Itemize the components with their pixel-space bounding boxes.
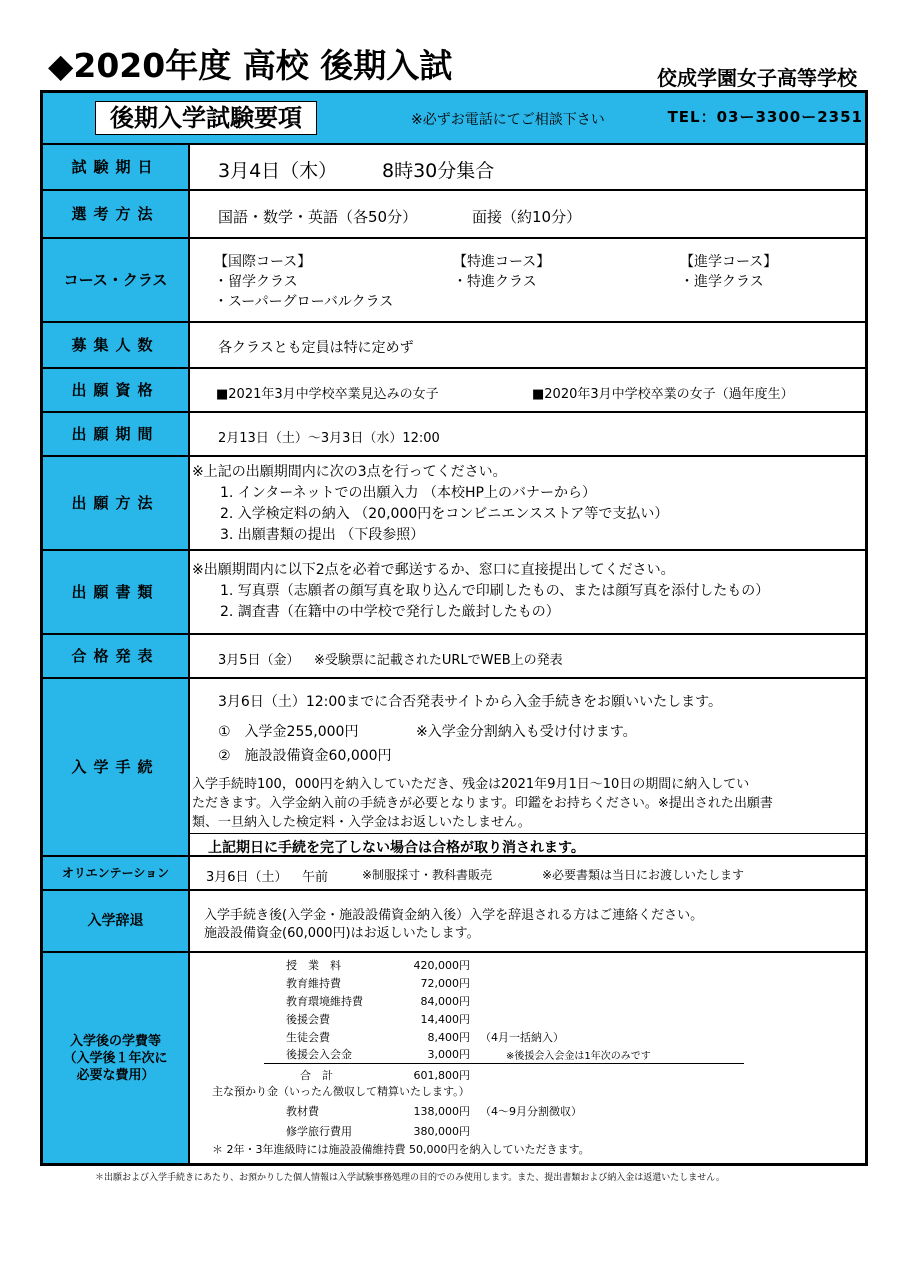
row-withdrawal (43, 891, 865, 953)
row-exam-date (43, 145, 865, 191)
enrollment-warning: 上記期日に手続を完了しない場合は合格が取り消されます。 (208, 840, 585, 856)
course-tokushin-title: 【特進コース】 (453, 254, 551, 270)
fee-note: ※後援会入会金は1年次のみです (506, 1051, 651, 1062)
document-1: 1. 写真票（志願者の顔写真を取り込んで印刷したもの、または顔写真を添付したもの） (220, 583, 770, 599)
label-eligibility (43, 369, 190, 411)
label-enrollment (43, 679, 190, 855)
orientation-date: 3月6日（土） (206, 870, 288, 885)
application-step-2: 2. 入学検定料の納入 （20,000円をコンビニエンスストア等で支払い） (220, 506, 669, 522)
fee-amount: 84,000円 (420, 995, 470, 1008)
label-course (43, 239, 190, 321)
label-fees (43, 953, 190, 1163)
enrollment-item-1: ① 入学金255,000円 (218, 724, 359, 740)
fee-amount: 14,400円 (420, 1013, 470, 1026)
orientation-note-1: ※制服採寸・教科書販売 (362, 868, 493, 882)
deposit-amount: 380,000円 (413, 1125, 470, 1138)
deposit-amount: 138,000円 (413, 1105, 470, 1118)
documents-intro: ※出願期間内に以下2点を必着で郵送するか、窓口に直接提出してください。 (192, 562, 675, 578)
label-exam-date (43, 145, 190, 189)
row-application-method (43, 457, 865, 551)
withdrawal-line-2: 施設設備資金(60,000円)はお返しいたします。 (204, 926, 480, 941)
fee-note: （4月一括納入） (480, 1031, 564, 1044)
method-interview: 面接（約10分） (472, 208, 582, 226)
label-period (43, 413, 190, 455)
footer-note: ＊出願および入学手続きにあたり、お預かりした個人情報は入学試験事務処理の目的でのみ使用します。また、提出書類および納入金は返還いたしません。 (95, 1173, 725, 1183)
label-text: 試験期日 (71, 157, 160, 176)
result-text: ※受験票に記載されたURLでWEB上の発表 (314, 653, 563, 668)
label-text: 合格発表 (71, 646, 160, 665)
withdrawal-line-1: 入学手続き後(入学金・施設設備資金納入後）入学を辞退される方はご連絡ください。 (204, 908, 704, 923)
course-tokushin-class: ・特進クラス (453, 274, 537, 290)
enrollment-para-2: ただきます。入学金納入前の手続きが必要となります。印鑑をお持ちください。※提出された出願書 (192, 796, 773, 811)
course-shingaku-class: ・進学クラス (680, 274, 764, 290)
label-capacity (43, 323, 190, 367)
label-result (43, 635, 190, 677)
course-kokusai-title: 【国際コース】 (214, 254, 312, 270)
deposit-note: （4～9月分割徴収） (480, 1105, 582, 1118)
deposit-heading: 主な預かり金（いったん徴収して精算いたします。） (212, 1085, 470, 1098)
label-application-method (43, 457, 190, 549)
result-date: 3月5日（金） (218, 653, 300, 668)
capacity-text: 各クラスとも定員は特に定めず (218, 340, 414, 356)
exam-date: 3月4日（木） (218, 160, 338, 182)
label-text: 選考方法 (71, 204, 160, 223)
fee-name: 教育維持費 (286, 977, 341, 990)
row-capacity (43, 323, 865, 369)
row-documents (43, 551, 865, 635)
label-text: 出願書類 (71, 582, 160, 601)
fee-name: 後援会入会金 (286, 1048, 352, 1061)
orientation-note-2: ※必要書類は当日にお渡しいたします (542, 868, 745, 882)
orientation-time: 午前 (302, 870, 329, 885)
enrollment-item-2: ② 施設設備資金60,000円 (218, 748, 392, 764)
page-title: ◆2020年度 高校 後期入試 (48, 46, 453, 85)
fee-amount: 420,000円 (413, 959, 470, 972)
course-kokusai-class-2: ・スーパーグローバルクラス (214, 294, 394, 310)
application-step-3: 3. 出願書類の提出 （下段参照） (220, 527, 425, 543)
row-period (43, 413, 865, 457)
enrollment-para-1: 入学手続時100，000円を納入していただき、残金は2021年9月1日～10日の期間に納入してい (192, 777, 750, 792)
application-step-1: 1. インターネットでの出願入力 （本校HP上のバナーから） (220, 485, 596, 501)
fees-label-line-1: 入学後の学費等 (69, 1033, 161, 1049)
label-orientation (43, 857, 190, 889)
label-text: 出願方法 (71, 493, 160, 512)
label-text: コース・クラス (63, 270, 168, 289)
phone-number: TEL：03ー3300ー2351 (667, 108, 863, 126)
label-text: 入学辞退 (87, 912, 144, 929)
course-kokusai-class-1: ・留学クラス (214, 274, 298, 290)
fees-label-line-3: 必要な費用） (76, 1067, 155, 1083)
eligibility-item-2: ■2020年3月中学校卒業の女子（過年度生） (532, 387, 794, 402)
fees-footnote: ＊ 2年・3年進級時には施設設備維持費 50,000円を納入していただきます。 (212, 1143, 590, 1156)
label-text: 入学手続 (71, 757, 160, 776)
fee-amount: 72,000円 (420, 977, 470, 990)
row-fees (43, 953, 865, 1163)
table-header (43, 93, 865, 145)
label-text: 出願資格 (71, 380, 160, 399)
fee-total-label: 合 計 (300, 1069, 333, 1082)
label-text: オリエンテーション (61, 865, 170, 880)
row-eligibility (43, 369, 865, 413)
row-result (43, 635, 865, 679)
fee-name: 生徒会費 (286, 1031, 330, 1044)
fee-amount: 8,400円 (427, 1031, 470, 1044)
deposit-name: 修学旅行費用 (286, 1125, 352, 1138)
document-2: 2. 調査書（在籍中の中学校で発行した厳封したもの） (220, 604, 560, 620)
label-method (43, 191, 190, 237)
period-text: 2月13日（土）～3月3日（水）12:00 (218, 431, 440, 446)
label-text: 募集人数 (71, 335, 160, 354)
fees-label-line-2: （入学後１年次に (63, 1050, 168, 1066)
row-enrollment (43, 679, 865, 857)
fee-name: 教育環境維持費 (286, 995, 363, 1008)
label-withdrawal (43, 891, 190, 951)
row-method (43, 191, 865, 239)
row-orientation (43, 857, 865, 891)
school-name: 佼成学園女子高等学校 (657, 66, 857, 90)
course-shingaku-title: 【進学コース】 (680, 254, 778, 270)
phone-notice: ※必ずお電話にてご相談下さい (411, 112, 605, 128)
fee-total-amount: 601,800円 (413, 1069, 470, 1082)
admission-table (40, 90, 868, 1166)
enrollment-para-3: 類、一旦納入した検定料・入学金はお返しいたしません。 (192, 815, 531, 830)
exam-time: 8時30分集合 (382, 160, 495, 182)
table-heading: 後期入学試験要項 (95, 101, 317, 135)
deposit-name: 教材費 (286, 1105, 319, 1118)
application-intro: ※上記の出願期間内に次の3点を行ってください。 (192, 464, 507, 480)
label-documents (43, 551, 190, 633)
label-text: 出願期間 (71, 424, 160, 443)
enrollment-item-1-note: ※入学金分割納入も受け付けます。 (416, 724, 637, 740)
fee-amount: 3,000円 (427, 1048, 470, 1061)
method-subjects: 国語・数学・英語（各50分） (218, 208, 418, 226)
fee-name: 後援会費 (286, 1013, 330, 1026)
eligibility-item-1: ■2021年3月中学校卒業見込みの女子 (216, 387, 439, 402)
fee-total-rule (264, 1063, 744, 1064)
enrollment-deadline: 3月6日（土）12:00までに合否発表サイトから入金手続きをお願いいたします。 (218, 694, 723, 710)
row-course (43, 239, 865, 323)
enrollment-divider (190, 833, 865, 834)
fee-name: 授 業 料 (286, 959, 341, 972)
